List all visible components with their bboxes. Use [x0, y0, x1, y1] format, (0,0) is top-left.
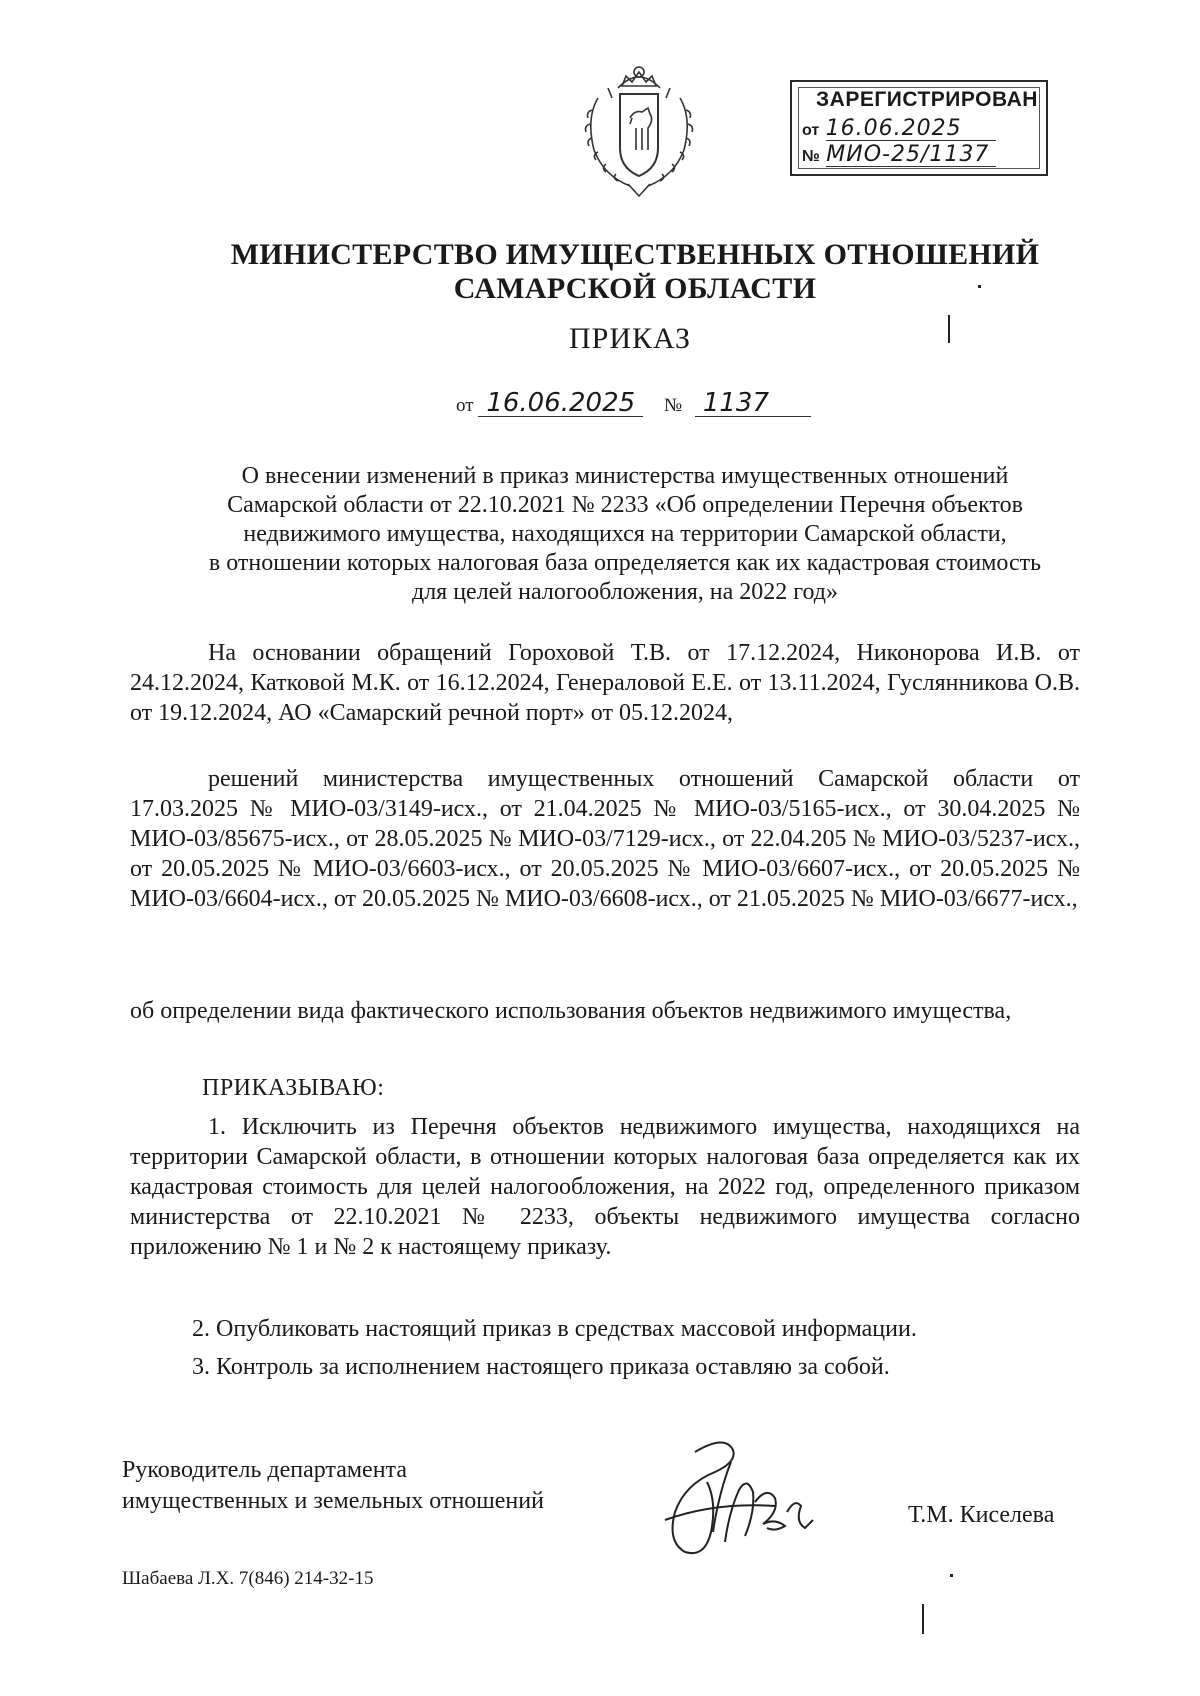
basis-decisions-paragraph: решений министерства имущественных отношений Самарской области от 17.03.2025 № МИО-03/3149-исх., от 21.04.2025 № МИО-03/5165-исх., от 30.04.2025 № МИО-03/85675-исх., от 28.05.2025 № МИО-03/7129-исх., от 22.04.205 № МИО-03/5237-исх., от 20.05.2025 № МИО-03/6603-исх., от 20.05.2025 № МИО-03/6607-исх., от 20.05.2025 № МИО-03/6604-исх., от 20.05.2025 № МИО-03/6608-исх., от 21.05.2025 № МИО-03/6677-исх., [130, 766, 1080, 912]
order-directive: ПРИКАЗЫВАЮ: [202, 1075, 385, 1101]
scan-mark [950, 1574, 953, 1577]
stamp-date-row [802, 118, 996, 141]
ministry-name-line2: САМАРСКОЙ ОБЛАСТИ [453, 272, 817, 305]
stamp-number-row [802, 144, 996, 167]
signatory-position-line2: имущественных и земельных отношений [122, 1488, 544, 1514]
order-item-3: 3. Контроль за исполнением настоящего приказа оставляю за собой. [192, 1354, 890, 1380]
basis-appeals-paragraph: На основании обращений Гороховой Т.В. от 17.12.2024, Никонорова И.В. от 24.12.2024, Катковой М.К. от 16.12.2024, Генераловой Е.Е. от 13.11.2024, Гуслянникова О.В. от 19.12.2024, АО «Самарский речной порт» от 05.12.2024, [130, 640, 1080, 726]
basis-usage-paragraph: об определении вида фактического использования объектов недвижимого имущества, [130, 998, 1012, 1024]
scan-mark [922, 1604, 924, 1634]
handwritten-signature [655, 1432, 835, 1572]
scan-mark [948, 315, 950, 343]
ministry-name-line1: МИНИСТЕРСТВО ИМУЩЕСТВЕННЫХ ОТНОШЕНИЙ [230, 238, 1040, 271]
order-subject [150, 462, 1100, 607]
scan-mark [978, 285, 981, 288]
subject-line: недвижимого имущества, находящихся на территории Самарской области, [243, 521, 1007, 547]
order-date-number [456, 390, 811, 417]
signatory-position [122, 1455, 544, 1517]
executor-contact: Шабаева Л.Х. 7(846) 214-32-15 [122, 1568, 374, 1589]
signatory-name: Т.М. Киселева [908, 1502, 1055, 1528]
order-number-value: 1137 [695, 390, 811, 417]
order-item-2: 2. Опубликовать настоящий приказ в средствах массовой информации. [192, 1316, 917, 1342]
order-date-value: 16.06.2025 [478, 390, 643, 417]
subject-line: О внесении изменений в приказ министерства имущественных отношений [241, 463, 1009, 489]
stamp-date-label: от [802, 122, 820, 139]
signatory-position-line1: Руководитель департамента [122, 1457, 407, 1483]
stamp-number-label: № [802, 148, 820, 165]
stamp-date-value: 16.06.2025 [826, 118, 996, 141]
order-date-label: от [456, 395, 474, 416]
document-type: ПРИКАЗ [569, 322, 691, 355]
coat-of-arms-emblem [568, 58, 710, 200]
stamp-number-value: МИО-25/1137 [826, 144, 996, 167]
order-number-label: № [663, 395, 683, 416]
registration-stamp [790, 80, 1048, 176]
subject-line: в отношении которых налоговая база определяется как их кадастровая стоимость [208, 550, 1042, 576]
subject-line: Самарской области от 22.10.2021 № 2233 «Об определении Перечня объектов [227, 492, 1023, 518]
stamp-title: ЗАРЕГИСТРИРОВАН [816, 88, 1038, 111]
subject-line: для целей налогообложения, на 2022 год» [411, 579, 839, 605]
order-item-1: 1. Исключить из Перечня объектов недвижимого имущества, находящихся на территории Самарской области, в отношении которых налоговая база определяется как их кадастровая стоимость для целей налогообложения, на 2022 год, определенного приказом министерства от 22.10.2021 № 2233, объекты недвижимого имущества согласно приложению № 1 и № 2 к настоящему приказу. [130, 1114, 1080, 1260]
